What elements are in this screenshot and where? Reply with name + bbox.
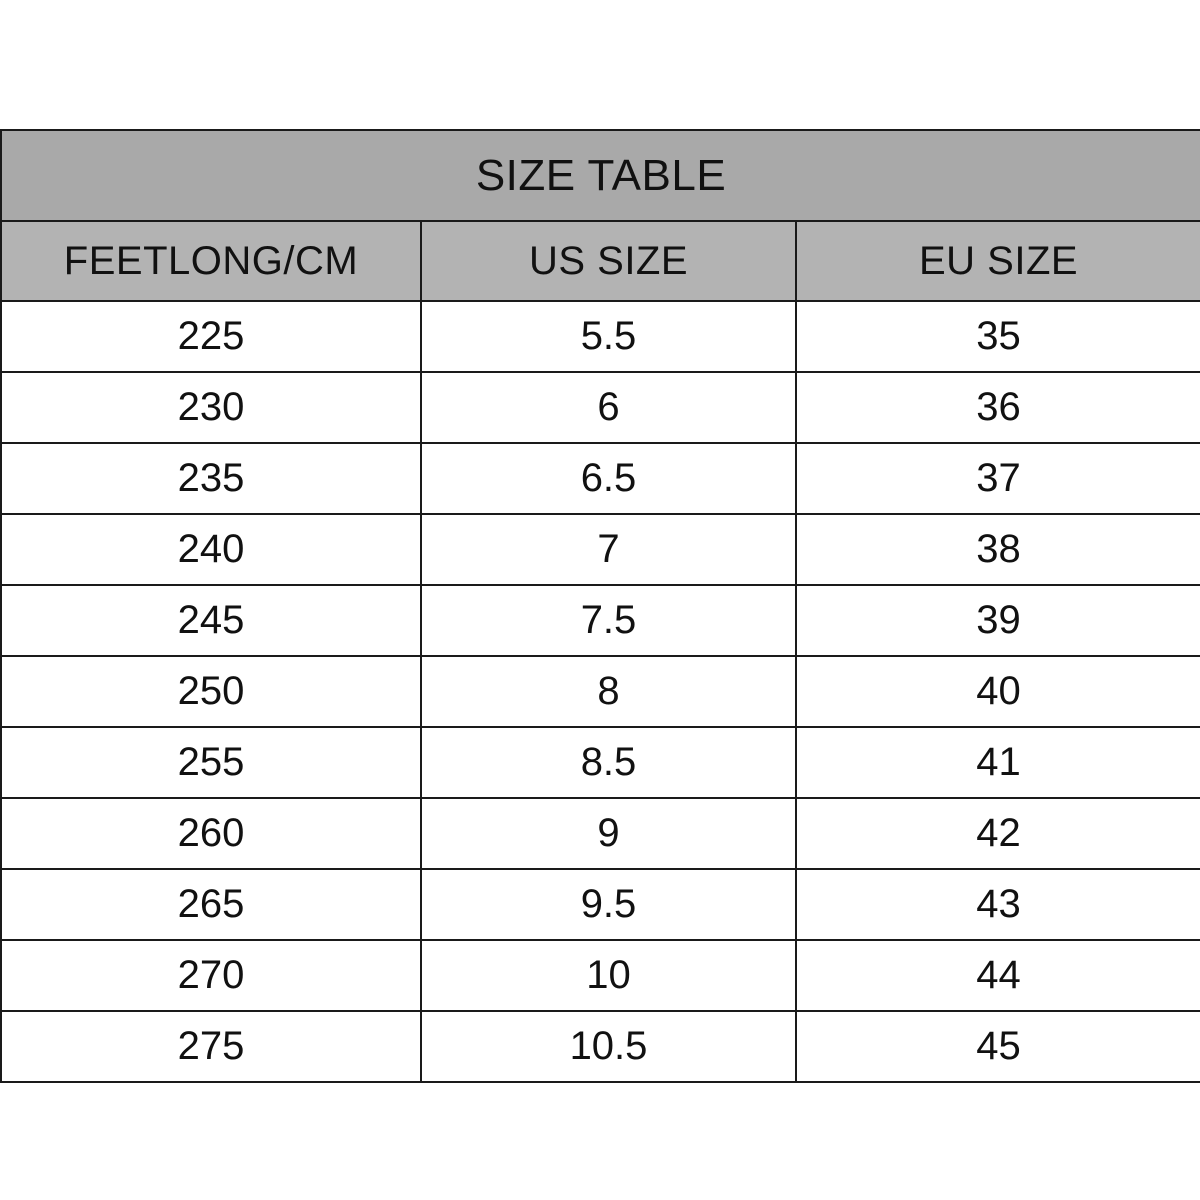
cell-us-size: 10	[421, 940, 796, 1011]
table-row	[1, 727, 1200, 798]
cell-feetlong: 270	[1, 940, 421, 1011]
cell-eu-size: 35	[796, 301, 1200, 372]
cell-us-size: 8.5	[421, 727, 796, 798]
table-row	[1, 940, 1200, 1011]
cell-eu-size: 45	[796, 1011, 1200, 1082]
table-row	[1, 869, 1200, 940]
column-header-eu-size: EU SIZE	[796, 221, 1200, 301]
size-table-container	[0, 129, 1200, 1083]
cell-us-size: 5.5	[421, 301, 796, 372]
cell-us-size: 6.5	[421, 443, 796, 514]
table-row	[1, 656, 1200, 727]
cell-feetlong: 275	[1, 1011, 421, 1082]
table-title: SIZE TABLE	[1, 130, 1200, 221]
cell-feetlong: 230	[1, 372, 421, 443]
cell-feetlong: 245	[1, 585, 421, 656]
cell-us-size: 9.5	[421, 869, 796, 940]
cell-eu-size: 42	[796, 798, 1200, 869]
cell-eu-size: 38	[796, 514, 1200, 585]
cell-us-size: 10.5	[421, 1011, 796, 1082]
table-row	[1, 514, 1200, 585]
table-row	[1, 585, 1200, 656]
cell-feetlong: 225	[1, 301, 421, 372]
cell-us-size: 8	[421, 656, 796, 727]
cell-eu-size: 40	[796, 656, 1200, 727]
cell-feetlong: 240	[1, 514, 421, 585]
cell-feetlong: 265	[1, 869, 421, 940]
table-row	[1, 372, 1200, 443]
cell-us-size: 6	[421, 372, 796, 443]
column-header-us-size: US SIZE	[421, 221, 796, 301]
table-row	[1, 798, 1200, 869]
cell-eu-size: 36	[796, 372, 1200, 443]
cell-us-size: 9	[421, 798, 796, 869]
cell-us-size: 7	[421, 514, 796, 585]
cell-eu-size: 37	[796, 443, 1200, 514]
cell-eu-size: 43	[796, 869, 1200, 940]
cell-feetlong: 260	[1, 798, 421, 869]
cell-eu-size: 39	[796, 585, 1200, 656]
size-table	[0, 129, 1200, 1083]
table-header-row	[1, 221, 1200, 301]
cell-feetlong: 235	[1, 443, 421, 514]
cell-eu-size: 41	[796, 727, 1200, 798]
cell-eu-size: 44	[796, 940, 1200, 1011]
cell-us-size: 7.5	[421, 585, 796, 656]
table-title-row	[1, 130, 1200, 221]
table-row	[1, 443, 1200, 514]
cell-feetlong: 255	[1, 727, 421, 798]
cell-feetlong: 250	[1, 656, 421, 727]
table-row	[1, 1011, 1200, 1082]
table-row	[1, 301, 1200, 372]
column-header-feetlong: FEETLONG/CM	[1, 221, 421, 301]
